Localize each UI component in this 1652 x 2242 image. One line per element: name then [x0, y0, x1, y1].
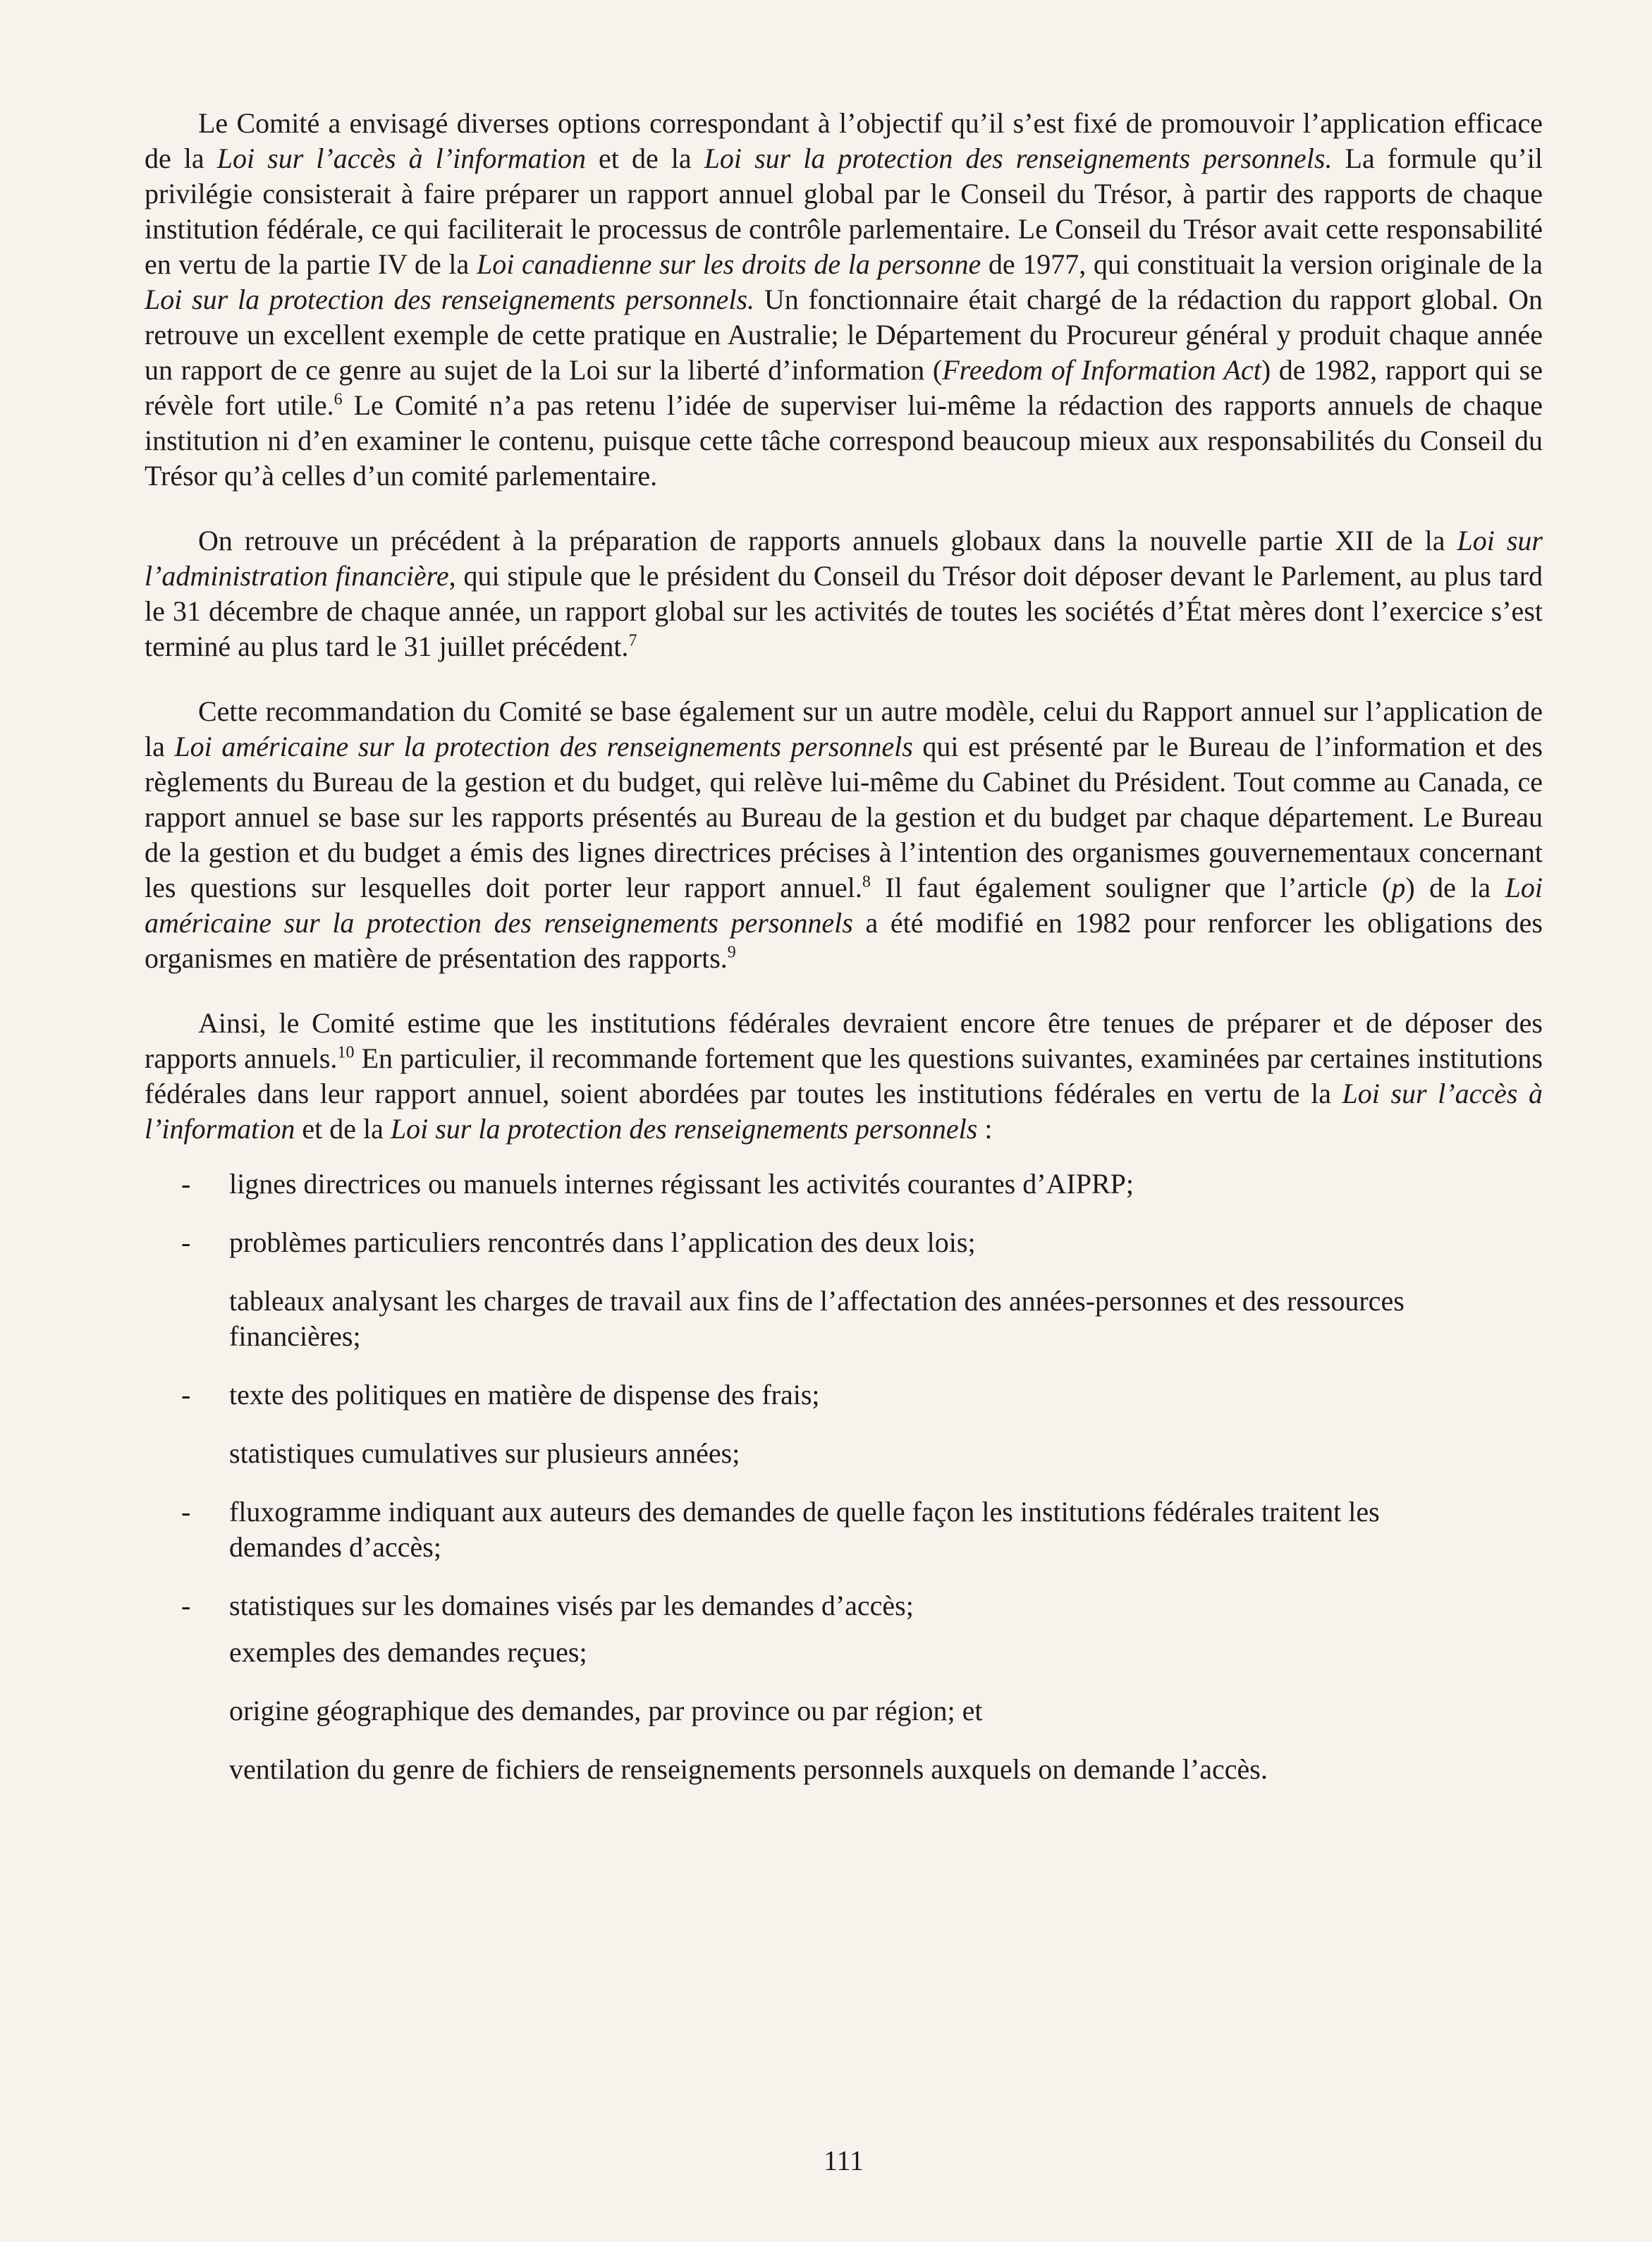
list-item [145, 1436, 1543, 1471]
text-run: On retrouve un précédent à la préparation de rapports annuels globaux dans la nouvelle partie XII de la [198, 525, 1457, 556]
list-item-text: ventilation du genre de fichiers de renseignements personnels auxquels on demande l’accès. [229, 1753, 1268, 1785]
list-dash: - [181, 1226, 191, 1258]
list-item-text: exemples des demandes reçues; [229, 1636, 587, 1668]
text-run: ) de 1982, rapport qui se révèle fort utile. [145, 354, 1543, 421]
list-item-text: origine géographique des demandes, par province ou par région; et [229, 1695, 983, 1726]
paragraph [145, 523, 1543, 664]
text-run: et de la [295, 1113, 391, 1145]
list-item-text: statistiques cumulatives sur plusieurs années; [229, 1437, 740, 1469]
text-run: a été modifié en 1982 pour renforcer les obligations des organismes en matière de présentation des rapports. [145, 907, 1543, 974]
italic-title: Loi sur l’accès à l’information [216, 142, 586, 174]
paragraph [145, 694, 1543, 976]
list-dash: - [181, 1168, 191, 1200]
list-item-text: fluxogramme indiquant aux auteurs des demandes de quelle façon les institutions fédérales traitent les demandes d’accès; [229, 1496, 1380, 1563]
text-run: Le Comité a envisagé diverses options correspondant à l’objectif qu’il s’est fixé de promouvoir l’application efficace de la [145, 107, 1543, 174]
italic-title: Loi sur la protection des renseignements personnels. [145, 284, 755, 315]
list-item [145, 1225, 1543, 1260]
text-run: La formule qu’il privilégie consisterait à faire préparer un rapport annuel global par le Conseil du Trésor, à partir des rapports de chaque institution fédérale, ce qui faciliterait le processus de contrôle parlementaire. Le Conseil du Trésor avait cette responsabilité en vertu de la partie IV de la [145, 142, 1543, 280]
text-run: Ainsi, le Comité estime que les institutions fédérales devraient encore être tenues de préparer et de déposer des rapports annuels. [145, 1007, 1543, 1074]
list-item [145, 1693, 1543, 1729]
list-dash: - [181, 1496, 191, 1528]
italic-title: Loi sur l’accès à l’information [145, 1078, 1543, 1145]
list-dash: - [181, 1590, 191, 1621]
text-run: ) de la [1405, 872, 1505, 903]
list-item [145, 1166, 1543, 1202]
list-item-text: problèmes particuliers rencontrés dans l’application des deux lois; [229, 1226, 976, 1258]
footnote-ref: 9 [727, 943, 736, 962]
list-item [145, 1588, 1543, 1623]
italic-title: Loi sur la protection des renseignements personnels [390, 1113, 978, 1145]
page-number: 111 [823, 2145, 864, 2176]
paragraph [145, 106, 1543, 494]
italic-title: Loi sur l’administration financière [145, 525, 1543, 592]
body-text [145, 106, 1543, 1147]
text-run: Cette recommandation du Comité se base également sur un autre modèle, celui du Rapport annuel sur l’application de la [145, 695, 1543, 762]
text-run: et de la [586, 142, 704, 174]
list-item-text: lignes directrices ou manuels internes régissant les activités courantes d’AIPRP; [229, 1168, 1134, 1200]
italic-title: Loi sur la protection des renseignements personnels. [704, 142, 1333, 174]
list-item [145, 1494, 1543, 1565]
footnote-ref: 10 [337, 1043, 355, 1062]
italic-title: Loi américaine sur la protection des renseignements personnels [174, 731, 913, 762]
list-item [145, 1635, 1543, 1670]
paragraph [145, 1006, 1543, 1147]
footnote-ref: 7 [628, 631, 637, 650]
text-run: de 1977, qui constituait la version originale de la [981, 248, 1543, 280]
text-run: Le Comité n’a pas retenu l’idée de superviser lui-même la rédaction des rapports annuels de chaque institution ni d’en examiner le contenu, puisque cette tâche correspond beaucoup mieux aux responsabilités du Conseil du Trésor qu’à celles d’un comité parlementaire. [145, 389, 1543, 492]
italic-title: Loi canadienne sur les droits de la personne [476, 248, 981, 280]
text-run: , qui stipule que le président du Conseil du Trésor doit déposer devant le Parlement, au plus tard le 31 décembre de chaque année, un rapport global sur les activités de toutes les sociétés d’État mères dont l’exercice s’est terminé au plus tard le 31 juillet précédent. [145, 560, 1543, 662]
list-item [145, 1752, 1543, 1787]
text-run: En particulier, il recommande fortement que les questions suivantes, examinées par certaines institutions fédérales dans leur rapport annuel, soient abordées par toutes les institutions fédérales en vertu de la [145, 1042, 1543, 1109]
footnote-ref: 6 [334, 390, 343, 409]
text-run: qui est présenté par le Bureau de l’information et des règlements du Bureau de la gestion et du budget, qui relève lui-même du Cabinet du Président. Tout comme au Canada, ce rapport annuel se base sur les rapports présentés au Bureau de la gestion et du budget par chaque département. Le Bureau de la gestion et du budget a émis des lignes directrices précises à l’intention des organismes gouvernementaux concernant les questions sur lesquelles doit porter leur rapport annuel. [145, 731, 1543, 903]
italic-title: Loi américaine sur la protection des renseignements personnels [145, 872, 1543, 939]
list-item [145, 1284, 1543, 1354]
list-item-text: statistiques sur les domaines visés par les demandes d’accès; [229, 1590, 914, 1621]
footnote-ref: 8 [862, 872, 871, 891]
italic-title: Freedom of Information Act [942, 354, 1261, 386]
recommendation-list [145, 1166, 1543, 1787]
text-run: : [977, 1113, 993, 1145]
italic-title: p [1391, 872, 1406, 903]
text-run: Un fonctionnaire était chargé de la rédaction du rapport global. On retrouve un excellent exemple de cette pratique en Australie; le Département du Procureur général y produit chaque année un rapport de ce genre au sujet de la Loi sur la liberté d’information ( [145, 284, 1543, 386]
list-item-text: texte des politiques en matière de dispense des frais; [229, 1379, 820, 1411]
text-run: Il faut également souligner que l’article ( [870, 872, 1392, 903]
list-dash: - [181, 1379, 191, 1411]
list-item [145, 1377, 1543, 1413]
list-item-text: tableaux analysant les charges de travail aux fins de l’affectation des années-personnes et des ressources financières; [229, 1285, 1405, 1352]
